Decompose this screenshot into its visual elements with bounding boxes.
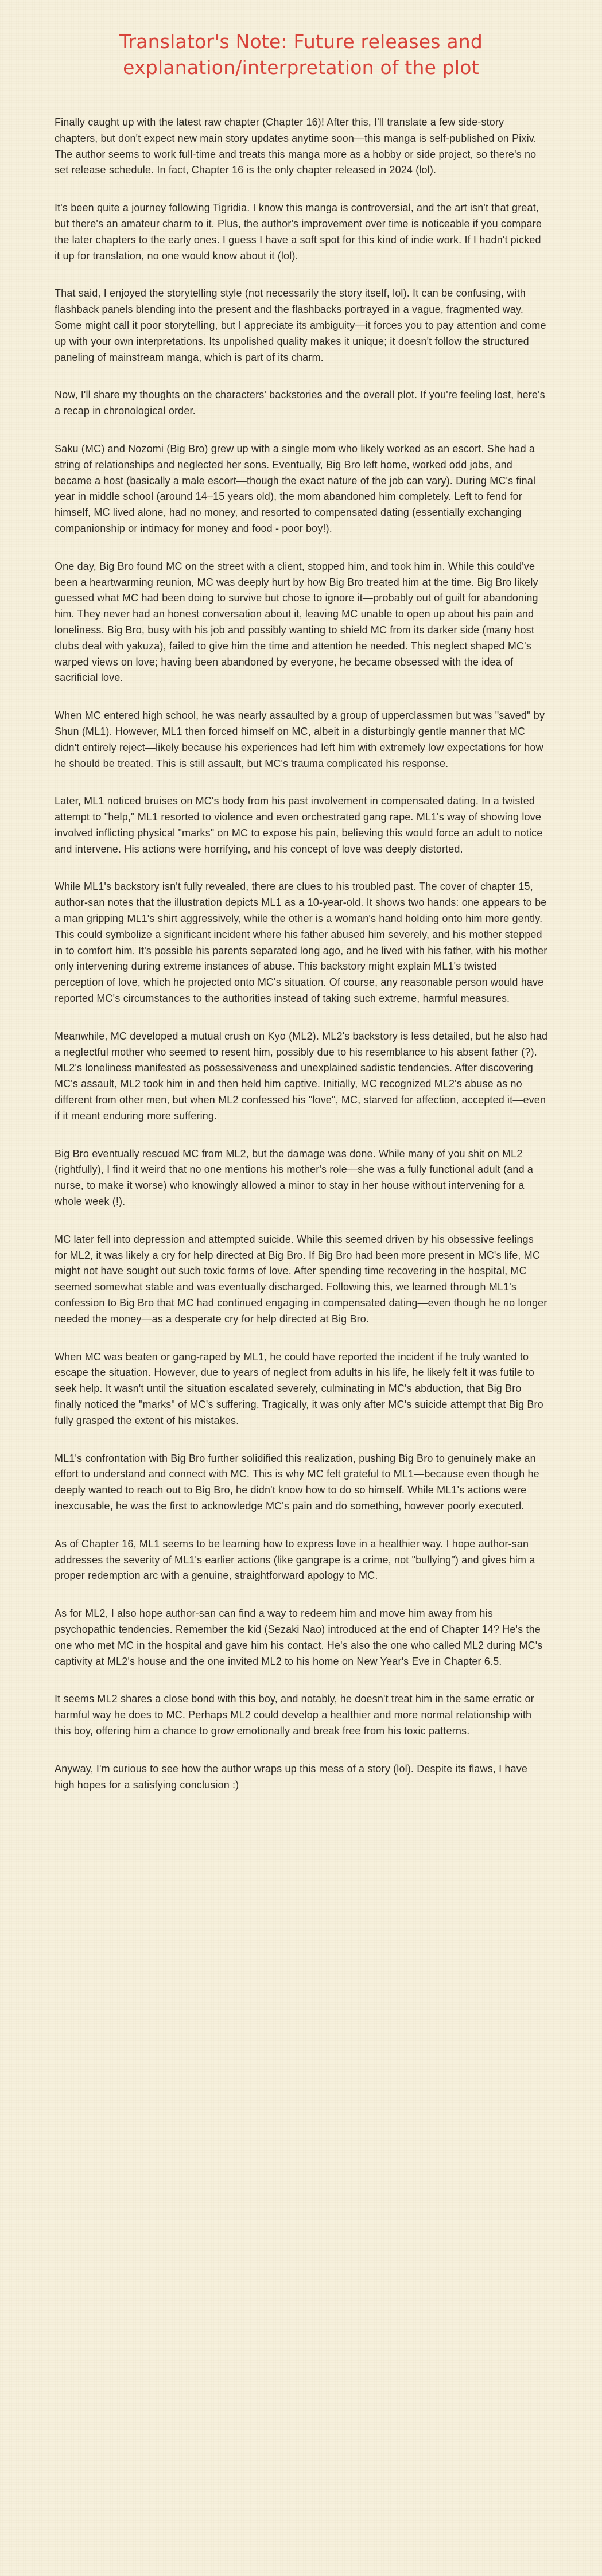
paragraph-confrontation: ML1's confrontation with Big Bro further solidified this realization, pushing Big Bro to genuinely make an effort to understand and connect with MC. This is why MC felt grateful to ML1—because even though he deeply wanted to reach out to Big Bro, he didn't know how to do so himself. While ML1's actions were inexcusable, he was the first to acknowledge MC's pain and do something, however poorly executed. — [55, 1452, 539, 1512]
note-body — [55, 115, 548, 1815]
paragraph-closing: Anyway, I'm curious to see how the author wraps up this mess of a story (lol). Despite its flaws, I have high hopes for a satisfying conclusion :) — [55, 1762, 528, 1791]
paragraph-ml1-backstory: While ML1's backstory isn't fully revealed, there are clues to his troubled past. The cover of chapter 15, author-san notes that the illustration depicts ML1 as a 10-year-old. It shows two hands: one appears to be a man gripping ML1's shirt aggressively, while the other is a woman's hand holding onto him more gently. This could symbolize a significant incident where his father abused him severely, and his mother stepped in to comfort him. It's possible his parents separated long ago, and he lived with his father, with his mother only intervening during extreme instances of abuse. This backstory might explain ML1's twisted perception of love, which he projected onto MC's situation. Of course, any reasonable person would have reported MC's circumstances to the authorities instead of taking such extreme, harmful measures. — [55, 881, 547, 1005]
paragraph-release-schedule: Finally caught up with the latest raw chapter (Chapter 16)! After this, I'll translate a few side-story chapters, but don't expect new main story updates anytime soon—this manga is self-published on Pixiv. The author seems to work full-time and treats this manga more as a hobby or side project, so there's no set release schedule. In fact, Chapter 16 is the only chapter released in 2024 (lol). — [55, 116, 537, 176]
paragraph-ml2-bond: It seems ML2 shares a close bond with this boy, and notably, he doesn't treat him in the same erratic or harmful way he does to MC. Perhaps ML2 could develop a healthier and more normal relationship with this boy, offering him a chance to grow emotionally and break free from his toxic patterns. — [55, 1693, 534, 1737]
paragraph-depression: MC later fell into depression and attempted suicide. While this seemed driven by his obsessive feelings for ML2, it was likely a cry for help directed at Big Bro. If Big Bro had been more present in MC's life, MC might not have sought out such toxic forms of love. After spending time recovering in the hospital, MC seemed somewhat stable and was eventually discharged. Following this, we learned through ML1's confession to Big Bro that MC had continued engaging in compensated dating—even though he no longer needed the money—as a desperate cry for help directed at Big Bro. — [55, 1233, 547, 1325]
page-title — [0, 29, 602, 80]
paragraph-ml1-introduction: When MC entered high school, he was nearly assaulted by a group of upperclassmen but was "saved" by Shun (ML1). However, ML1 then forced himself on MC, albeit in a disturbingly gentle manner that MC didn't entirely reject—likely because his experiences had left him with extremely low expectations for how he should be treated. This is still assault, but MC's trauma complicated his response. — [55, 710, 545, 769]
paragraph-ml1-help: Later, ML1 noticed bruises on MC's body from his past involvement in compensated dating. In a twisted attempt to "help," ML1 resorted to violence and even orchestrated gang rape. ML1's way of showing love involved inflicting physical "marks" on MC to expose his pain, believing this would force an adult to notice and intervene. His actions were horrifying, and his concept of love was deeply distorted. — [55, 795, 543, 855]
paragraph-journey: It's been quite a journey following Tigridia. I know this manga is controversial, and the art isn't that great, but there's an amateur charm to it. Plus, the author's improvement over time is noticeable if you compare the later chapters to the early ones. I guess I have a soft spot for this kind of indie work. If I hadn't picked it up for translation, no one would know about it (lol). — [55, 202, 542, 262]
page-title-line-2: explanation/interpretation of the plot — [123, 56, 479, 79]
page-title-line-1: Translator's Note: Future releases and — [119, 30, 483, 53]
paragraph-recap-intro: Now, I'll share my thoughts on the characters' backstories and the overall plot. If you're feeling lost, here's a recap in chronological order. — [55, 389, 545, 417]
paragraph-bigbro-rescue: Big Bro eventually rescued MC from ML2, but the damage was done. While many of you shit on ML2 (rightfully), I find it weird that no one mentions his mother's role—she was a fully functional adult (and a nurse, to make it worse) who knowingly allowed a minor to stay in her house without intervening for a whole week (!). — [55, 1147, 534, 1208]
paragraph-neglect: When MC was beaten or gang-raped by ML1, he could have reported the incident if he truly wanted to escape the situation. However, due to years of neglect from adults in his life, he likely felt it was futile to seek help. It wasn't until the situation escalated severely, culminating in MC's abduction, that Big Bro finally noticed the "marks" of MC's suffering. Tragically, it was only after MC's suicide attempt that Big Bro fully grasped the extent of his mistakes. — [55, 1351, 543, 1426]
paragraph-ml2-redemption: As for ML2, I also hope author-san can find a way to redeem him and move him away from his psychopathic tendencies. Remember the kid (Sezaki Nao) introduced at the end of Chapter 14? He's the one who met MC in the hospital and gave him his contact. He's also the one who called ML2 during MC's captivity at ML2's house and the one invited ML2 to his home on New Year's Eve in Chapter 6.5. — [55, 1608, 543, 1667]
paragraph-chapter16-ml1: As of Chapter 16, ML1 seems to be learning how to express love in a healthier way. I hope author-san addresses the severity of ML1's earlier actions (like gangrape is a crime, not "bullying") and gives him a proper redemption arc with a genuine, straightforward apology to MC. — [55, 1538, 535, 1582]
paragraph-mc-bigbro-background: Saku (MC) and Nozomi (Big Bro) grew up with a single mom who likely worked as an escort. She had a string of relationships and neglected her sons. Eventually, Big Bro left home, worked odd jobs, and became a host (basically a male escort—though the exact nature of the job can vary). During MC's final year in middle school (around 14–15 years old), the mom abandoned him completely. Left to fend for himself, MC lived alone, had no money, and resorted to compensated dating (essentially exchanging companionship or intimacy for money and food - poor boy!). — [55, 442, 536, 534]
paragraph-ml2-backstory: Meanwhile, MC developed a mutual crush on Kyo (ML2). ML2's backstory is less detailed, but he also had a neglectful mother who seemed to resent him, possibly due to his resemblance to his absent father (?). ML2's loneliness manifested as possessiveness and unexplained sadistic tendencies. After discovering MC's assault, ML2 took him in and then held him captive. Initially, MC recognized ML2's abuse as no different from other men, but when ML2 confessed his "love", MC, starved for affection, accepted it—even if it meant enduring more suffering. — [55, 1030, 548, 1122]
paragraph-storytelling: That said, I enjoyed the storytelling style (not necessarily the story itself, lol). It can be confusing, with flashback panels blending into the present and the flashbacks portrayed in a vague, fragmented way. Some might call it poor storytelling, but I appreciate its ambiguity—it forces you to pay attention and come up with your own interpretations. Its unpolished quality makes it unique; it doesn't follow the structured paneling of mainstream manga, which is part of its charm. — [55, 287, 546, 363]
paragraph-bigbro-reunion: One day, Big Bro found MC on the street with a client, stopped him, and took him in. While this could've been a heartwarming reunion, MC was deeply hurt by how Big Bro treated him at the time. Big Bro likely guessed what MC had been doing to survive but chose to ignore it—probably out of guilt for abandoning him. They never had an honest conversation about it, leaving MC unable to open up about his pain and loneliness. Big Bro, busy with his job and possibly wanting to shield MC from its darker side (many host clubs deal with yakuza), failed to give him the time and attention he needed. This neglect shaped MC's warped views on love; having been abandoned by everyone, he became obsessed with the idea of sacrificial love. — [55, 560, 538, 684]
